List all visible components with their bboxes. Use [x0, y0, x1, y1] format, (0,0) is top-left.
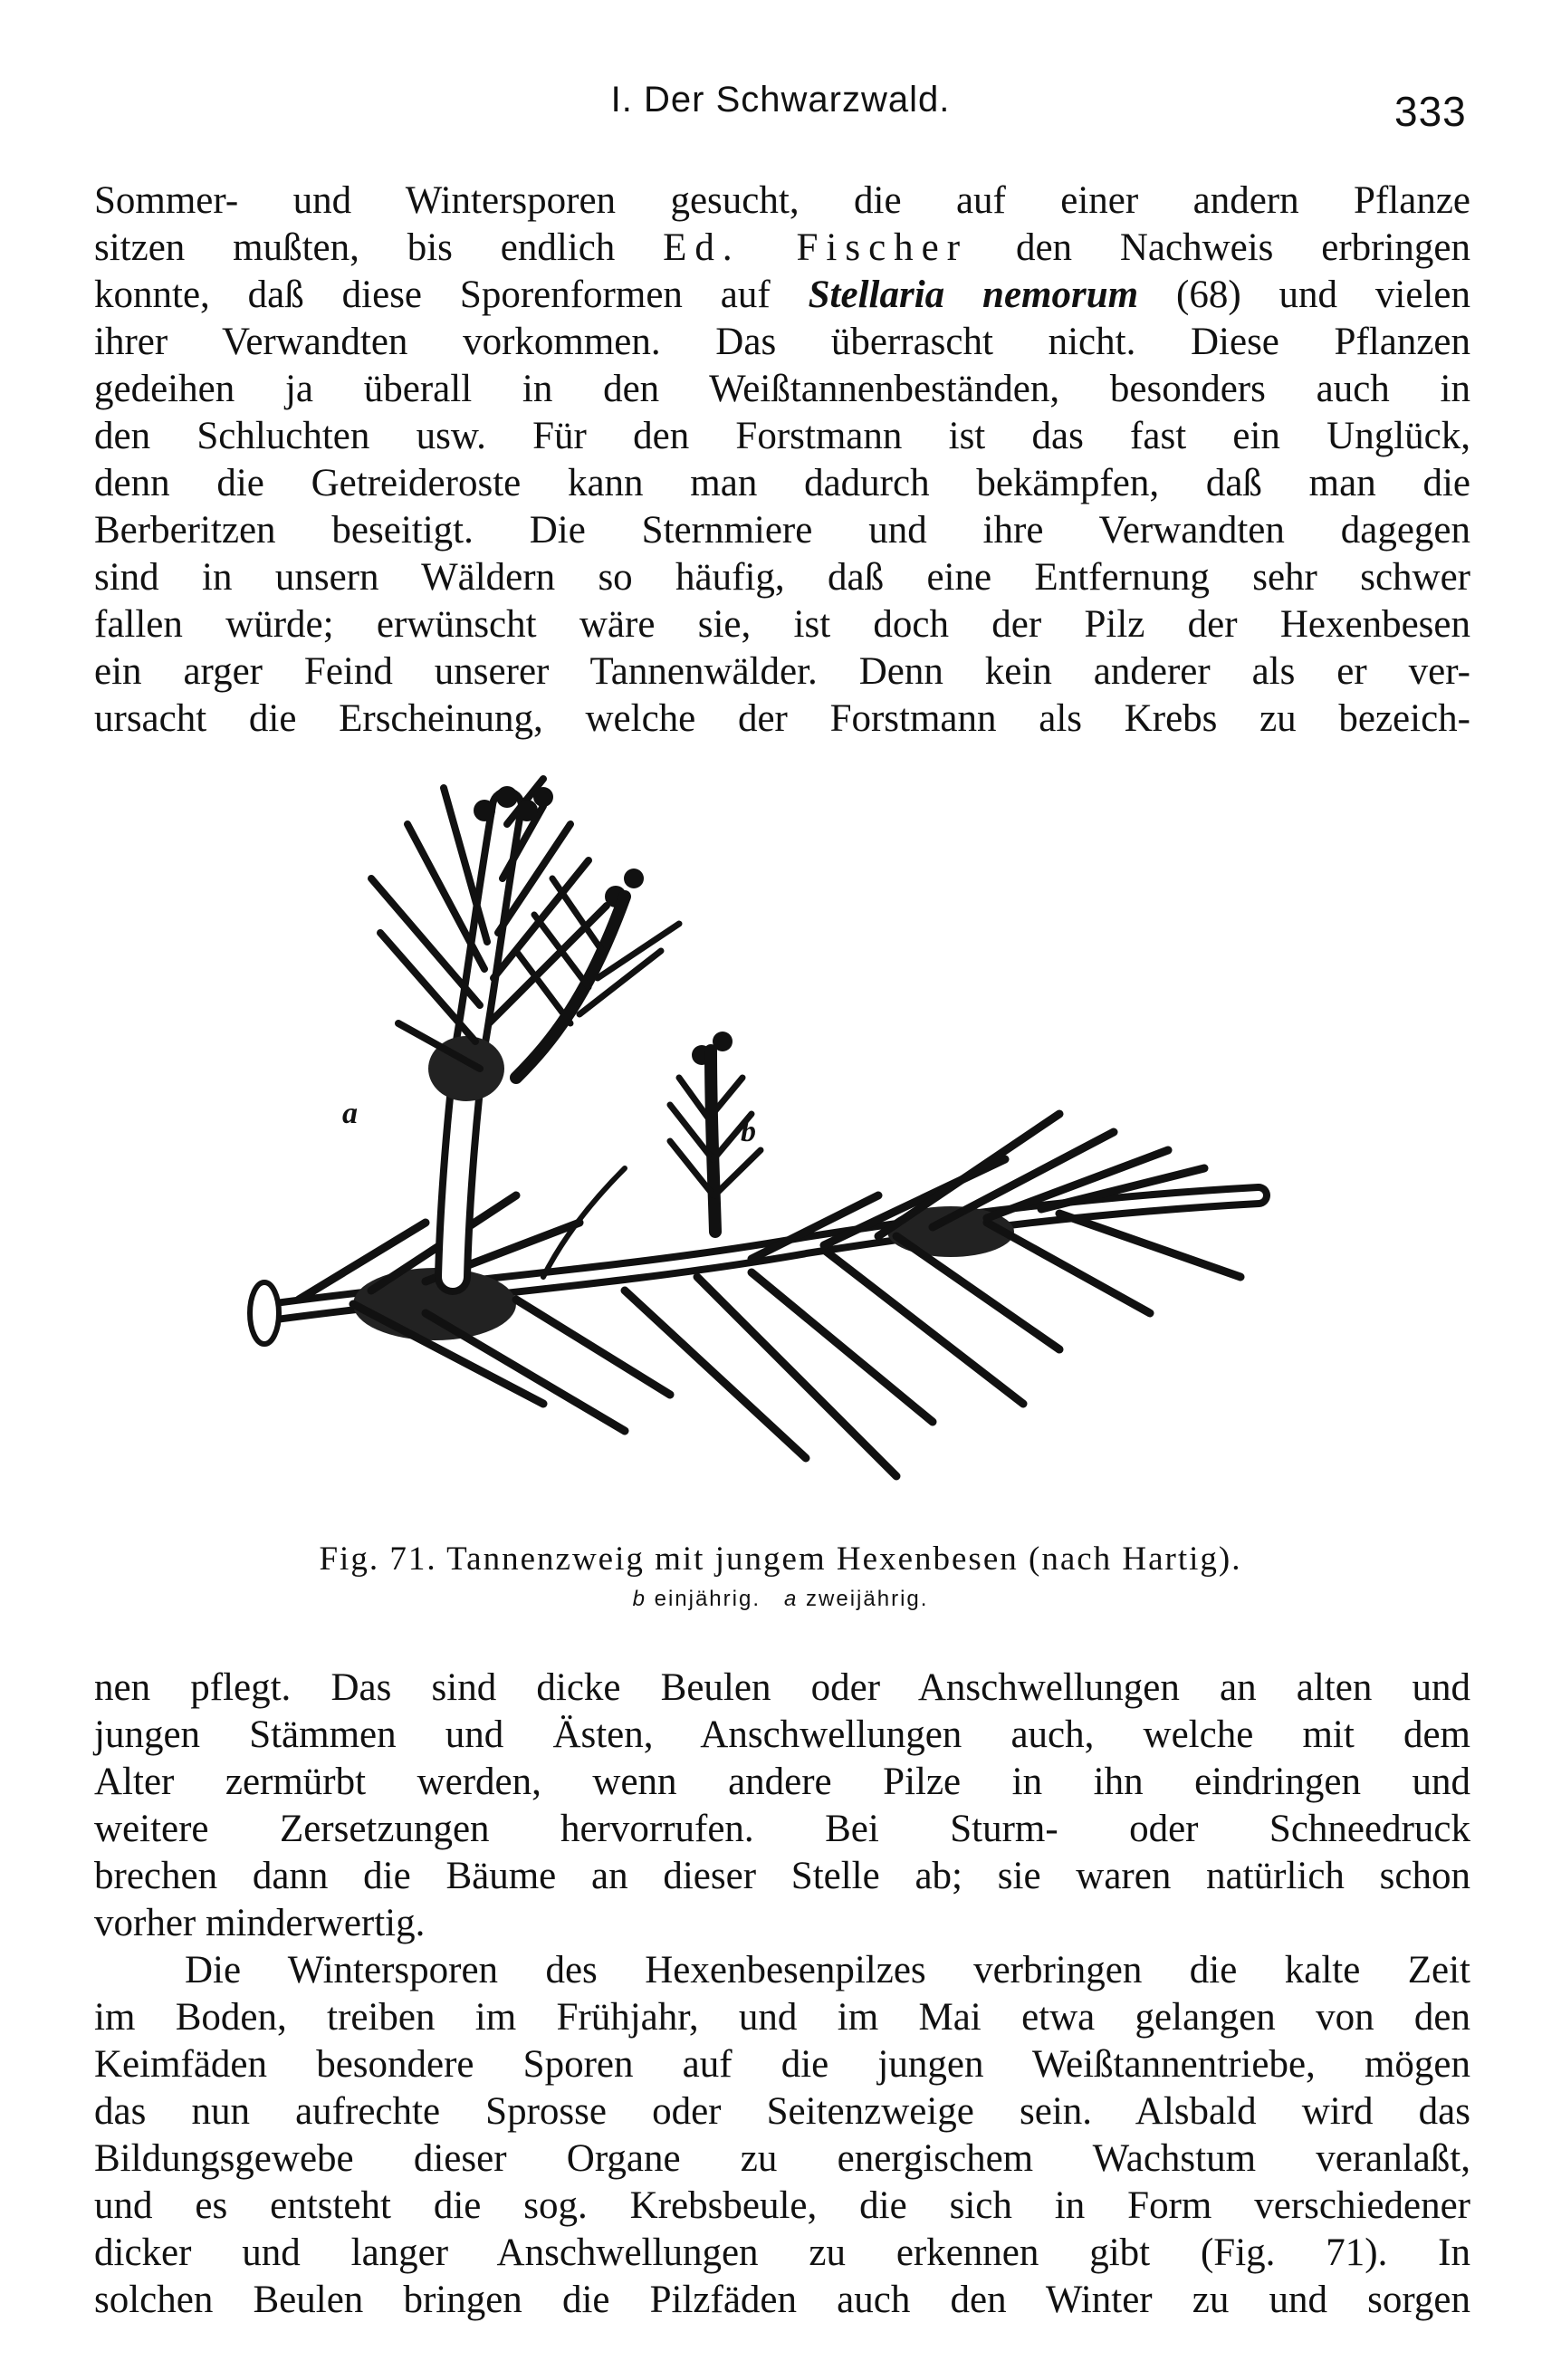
text-line: Alter zermürbt werden, wenn andere Pilze in ihn eindringen und [94, 1761, 1470, 1803]
author-name: Ed. Fischer [663, 226, 969, 269]
text-line: Berberitzen beseitigt. Die Sternmiere und ihre Verwandten dagegen [94, 509, 1470, 552]
legend-letter-a: a [784, 1587, 799, 1611]
text-line: ihrer Verwandten vorkommen. Das überrascht nicht. Diese Pflanzen [94, 321, 1470, 363]
text-line: sind in unsern Wäldern so häufig, daß eine Entfernung sehr schwer [94, 556, 1470, 599]
text-line: vorher minderwertig. [94, 1902, 426, 1944]
text-line: weitere Zersetzungen hervorrufen. Bei Sturm- oder Schneedruck [94, 1808, 1470, 1850]
text-line: ein arger Feind unserer Tannenwälder. Denn kein anderer als er ver- [94, 650, 1470, 693]
text-line: das nun aufrechte Sprosse oder Seitenzweige sein. Alsbald wird das [94, 2090, 1470, 2133]
figure-label-b: b [741, 1115, 756, 1148]
text-line: im Boden, treiben im Frühjahr, und im Mai etwa gelangen von den [94, 1996, 1470, 2039]
text-span: den Nachweis erbringen [1015, 226, 1471, 269]
legend-letter-b: b [632, 1587, 646, 1611]
text-line [94, 272, 1470, 321]
text-line: Sommer- und Wintersporen gesucht, die auf einer andern Pflanze [94, 179, 1470, 222]
text-span: konnte, daß diese Sporenformen auf [94, 274, 771, 316]
text-line: fallen würde; erwünscht wäre sie, ist doch der Pilz der Hexenbesen [94, 603, 1470, 646]
text-span: sitzen mußten, bis endlich [94, 226, 616, 269]
text-line: solchen Beulen bringen die Pilzfäden auch den Winter zu und sorgen [94, 2279, 1470, 2321]
text-line: ursacht die Erscheinung, welche der Forstmann als Krebs zu bezeich- [94, 697, 1470, 740]
text-line: den Schluchten usw. Für den Forstmann ist das fast ein Unglück, [94, 415, 1470, 457]
figure-caption: Fig. 71. Tannenzweig mit jungem Hexenbesen (nach Hartig). [319, 1540, 1242, 1578]
text-line: jungen Stämmen und Ästen, Anschwellungen auch, welche mit dem [94, 1713, 1470, 1756]
text-line: und es entsteht die sog. Krebsbeule, die sich in Form verschiedener [94, 2184, 1470, 2227]
species-name: Stellaria nemorum [808, 274, 1139, 316]
text-line: dicker und langer Anschwellungen zu erkennen gibt (Fig. 71). In [94, 2231, 1470, 2274]
text-line: brechen dann die Bäume an dieser Stelle ab; sie waren natürlich schon [94, 1855, 1470, 1897]
fir-twig-illustration [244, 770, 1313, 1512]
running-title: I. Der Schwarzwald. [610, 80, 951, 120]
text-line: gedeihen ja überall in den Weißtannenbeständen, besonders auch in [94, 368, 1470, 410]
text-span: (68) und vielen [1176, 274, 1471, 316]
text-line: Bildungsgewebe dieser Organe zu energischem Wachstum veranlaßt, [94, 2137, 1470, 2180]
text-line: nen pflegt. Das sind dicke Beulen oder Anschwellungen an alten und [94, 1666, 1470, 1709]
text-line [94, 225, 1470, 274]
figure-label-a: a [342, 1097, 358, 1130]
text-line: Die Wintersporen des Hexenbesenpilzes verbringen die kalte Zeit [185, 1949, 1470, 1991]
page-number: 333 [1394, 88, 1467, 135]
text-line: Keimfäden besondere Sporen auf die jungen Weißtannentriebe, mögen [94, 2043, 1470, 2086]
text-line: denn die Getreideroste kann man dadurch bekämpfen, daß man die [94, 462, 1470, 504]
legend-text-a: zweijährig. [806, 1587, 929, 1611]
figure-legend [0, 1587, 1561, 1612]
legend-text-b: einjährig. [654, 1587, 761, 1611]
